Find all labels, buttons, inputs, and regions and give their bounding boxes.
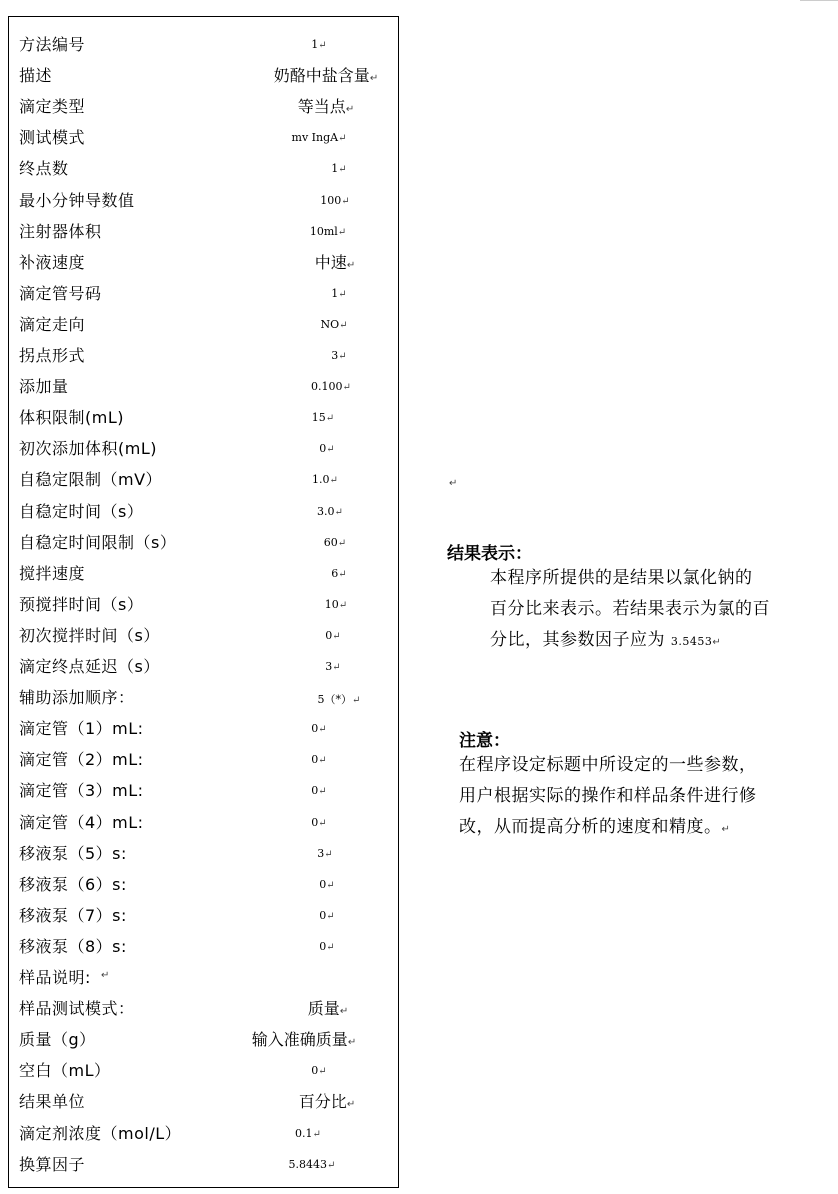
paragraph-mark: ↵ <box>327 1159 336 1171</box>
parameter-value <box>312 411 334 424</box>
parameter-row <box>9 370 398 401</box>
parameter-value-text: 等当点 <box>297 97 346 117</box>
paragraph-mark: ↵ <box>318 1066 327 1078</box>
method-parameter-table <box>8 16 399 1188</box>
paragraph-mark: ↵ <box>318 724 327 736</box>
parameter-row <box>9 930 398 961</box>
parameter-row <box>9 526 398 557</box>
parameter-value <box>319 878 334 891</box>
parameter-value-text: 0 <box>311 753 319 767</box>
parameter-value-text: 100 <box>320 193 342 207</box>
parameter-row <box>9 432 398 463</box>
parameter-value-text: 0 <box>311 784 319 798</box>
parameter-row <box>9 961 398 992</box>
parameter-value <box>311 753 326 766</box>
parameter-value <box>311 784 326 797</box>
parameter-label: 方法编号 <box>19 35 86 54</box>
parameter-value <box>312 473 338 486</box>
parameter-label: 自稳定限制（mV） <box>19 470 163 490</box>
parameter-label: 辅助添加顺序： <box>19 688 135 708</box>
result-heading: 结果表示： <box>447 544 532 564</box>
paragraph-mark: ↵ <box>318 817 327 829</box>
parameter-label: 搅拌速度 <box>19 563 86 583</box>
parameter-value-text: 奶酪中盐含量 <box>273 66 370 86</box>
paragraph-mark: ↵ <box>338 288 347 300</box>
parameter-row <box>9 308 398 339</box>
parameter-value <box>299 1089 355 1112</box>
parameter-value <box>325 660 340 673</box>
parameter-label: 移液泵（6）s: <box>19 874 127 894</box>
parameter-value <box>324 536 346 549</box>
paragraph-mark: ↵ <box>339 319 348 331</box>
parameter-value-text: 0 <box>319 442 327 456</box>
parameter-row <box>9 90 398 121</box>
parameter-label: 自稳定时间（s） <box>19 501 144 521</box>
parameter-label: 滴定剂浓度（mol/L） <box>19 1123 182 1143</box>
parameter-label: 添加量 <box>19 377 69 397</box>
parameter-value <box>317 505 343 518</box>
parameter-row <box>9 899 398 930</box>
parameter-label: 拐点形式 <box>19 346 86 365</box>
parameter-label: 注射器体积 <box>19 221 102 241</box>
parameter-value <box>311 380 351 393</box>
paragraph-mark: ↵ <box>337 537 347 549</box>
parameter-label: 结果单位 <box>19 1092 86 1112</box>
paragraph-mark: ↵ <box>338 351 347 362</box>
parameter-label: 测试模式 <box>19 128 86 148</box>
parameter-value-text: 质量 <box>307 999 340 1019</box>
parameter-row <box>9 557 398 588</box>
parameter-value <box>318 691 361 707</box>
paragraph-mark: ↵ <box>352 695 361 707</box>
parameter-label: 滴定管号码 <box>19 283 102 303</box>
parameter-row <box>9 152 398 183</box>
note-line-3 <box>459 812 730 845</box>
parameter-value <box>325 598 347 611</box>
parameter-row <box>9 1117 398 1148</box>
result-line-2: 百分比来表示。若结果表示为氯的百 <box>490 599 770 619</box>
paragraph-mark: ↵ <box>346 1099 356 1111</box>
parameter-value-text: 输入准确质量 <box>251 1030 348 1050</box>
parameter-value <box>331 567 346 580</box>
parameter-label: 最小分钟导数值 <box>19 190 135 210</box>
parameter-row <box>9 121 398 152</box>
parameter-value-text: 10ml <box>309 224 338 238</box>
corner-rule <box>800 0 838 1</box>
parameter-row <box>9 588 398 619</box>
parameter-label: 滴定终点延迟（s） <box>19 657 160 676</box>
paragraph-mark: ↵ <box>339 1006 349 1018</box>
parameter-value-text: 0 <box>311 815 319 829</box>
parameter-label: 初次搅拌时间（s） <box>19 625 160 645</box>
result-line-3-text: 分比，其参数因子应为 <box>490 630 671 650</box>
parameter-label: 滴定管（2）mL: <box>19 750 144 770</box>
parameter-value <box>310 225 346 238</box>
parameter-row <box>9 619 398 650</box>
parameter-label: 自稳定时间限制（s） <box>19 532 177 552</box>
parameter-row <box>9 215 398 246</box>
parameter-value-text: 0 <box>311 1064 319 1078</box>
parameter-row <box>9 339 398 370</box>
paragraph-mark: ↵ <box>312 1128 321 1140</box>
parameter-value-text: mv IngA <box>291 131 339 145</box>
parameter-value-text: 6 <box>331 566 339 580</box>
parameter-label: 滴定管（1）mL: <box>19 719 144 739</box>
chlorine-factor-value: 3.5453 <box>670 635 713 648</box>
parameter-label: 移液泵（8）s: <box>19 936 127 956</box>
parameter-row <box>9 992 398 1023</box>
parameter-row <box>9 59 398 90</box>
paragraph-mark: ↵ <box>338 568 347 580</box>
parameter-row <box>9 1023 398 1054</box>
paragraph-mark: ↵ <box>337 226 347 238</box>
paragraph-mark: ↵ <box>326 941 335 953</box>
parameter-label: 质量（g） <box>19 1030 96 1050</box>
parameter-label: 预搅拌时间（s） <box>19 594 144 614</box>
parameter-label: 体积限制(mL) <box>19 408 124 428</box>
parameter-value-text: 中速 <box>314 252 347 272</box>
parameter-label: 样品说明: <box>19 968 91 987</box>
parameter-value <box>274 63 378 86</box>
paragraph-mark: ↵ <box>326 879 335 891</box>
parameter-value-text: 0.100 <box>311 380 343 394</box>
paragraph-mark: ↵ <box>338 133 347 145</box>
parameter-row <box>9 463 398 494</box>
parameter-row <box>9 774 398 805</box>
parameter-row <box>9 650 398 681</box>
parameter-value <box>252 1027 356 1050</box>
parameter-value <box>311 816 326 829</box>
parameter-value <box>289 1158 336 1171</box>
parameter-value-text: 10 <box>324 597 339 611</box>
parameter-value <box>298 94 354 117</box>
parameter-row <box>9 1148 398 1179</box>
parameter-value <box>292 131 347 144</box>
parameter-value <box>319 442 334 455</box>
parameter-row <box>9 712 398 743</box>
result-line-1: 本程序所提供的是结果以氯化钠的 <box>490 568 753 588</box>
parameter-row <box>9 806 398 837</box>
parameter-value <box>319 940 334 953</box>
paragraph-mark: ↵ <box>318 786 327 798</box>
parameter-label: 样品测试模式： <box>19 999 135 1019</box>
parameter-value <box>320 318 347 331</box>
paragraph-mark: ↵ <box>347 1037 357 1049</box>
parameter-value-text: 百分比 <box>298 1092 347 1112</box>
paragraph-mark: ↵ <box>332 662 341 673</box>
parameter-value <box>331 349 346 362</box>
paragraph-mark: ↵ <box>342 382 351 394</box>
paragraph-mark: ↵ <box>712 637 722 648</box>
parameter-value <box>319 909 334 922</box>
paragraph-mark: ↵ <box>341 195 350 207</box>
parameter-value <box>308 996 348 1019</box>
parameter-value-text: 15 <box>311 411 326 425</box>
paragraph-mark: ↵ <box>338 164 347 176</box>
paragraph-mark: ↵ <box>334 506 343 518</box>
parameter-value <box>311 722 326 735</box>
note-heading: 注意： <box>459 731 510 751</box>
paragraph-mark: ↵ <box>346 259 356 271</box>
parameter-label: 滴定管（4）mL: <box>19 812 144 832</box>
paragraph-mark: ↵ <box>325 413 335 425</box>
paragraph-mark: ↵ <box>101 970 110 981</box>
parameter-value <box>311 38 326 51</box>
parameter-value-text: 1 <box>331 286 339 300</box>
parameter-label: 补液速度 <box>19 252 86 272</box>
parameter-value-text: 1 <box>331 162 339 176</box>
parameter-value-text: 5.8443 <box>288 1157 328 1171</box>
parameter-value <box>315 250 355 273</box>
paragraph-mark: ↵ <box>329 475 338 487</box>
parameter-row <box>9 1054 398 1085</box>
parameter-label: 换算因子 <box>19 1154 86 1174</box>
parameter-value-text: 1 <box>311 38 319 51</box>
parameter-row <box>9 495 398 526</box>
paragraph-mark: ↵ <box>338 599 348 611</box>
parameter-value <box>325 629 340 642</box>
parameter-value-text: 3.0 <box>317 504 335 518</box>
paragraph-mark: ↵ <box>332 630 341 642</box>
parameter-value-text: 3 <box>325 660 333 673</box>
parameter-value-text: 3 <box>331 349 339 362</box>
parameter-value <box>295 1127 321 1140</box>
parameter-row <box>9 246 398 277</box>
parameter-label: 空白（mL） <box>19 1061 111 1081</box>
parameter-value-text: 1.0 <box>312 473 330 487</box>
paragraph-mark: ↵ <box>721 824 731 835</box>
parameter-value <box>320 194 349 207</box>
parameter-value-text: 0 <box>319 877 327 891</box>
parameter-value <box>331 162 346 175</box>
paragraph-mark: ↵ <box>326 910 335 922</box>
parameter-value <box>317 847 332 860</box>
paragraph-mark: ↵ <box>324 848 333 860</box>
parameter-value-text: 0 <box>325 628 333 642</box>
parameter-row <box>9 681 398 712</box>
parameter-value-text: 0.1 <box>295 1126 313 1140</box>
parameter-row <box>9 401 398 432</box>
parameter-value-text: 3 <box>317 846 325 860</box>
parameter-value <box>331 287 346 300</box>
parameter-row <box>9 743 398 774</box>
parameter-value-text: 60 <box>323 535 338 549</box>
paragraph-mark: ↵ <box>345 104 355 116</box>
paragraph-mark: ↵ <box>318 40 327 51</box>
parameter-label: 移液泵（5）s: <box>19 843 127 863</box>
result-line-3 <box>490 625 721 658</box>
paragraph-mark: ↵ <box>369 73 379 85</box>
parameter-label: 滴定走向 <box>19 314 86 334</box>
parameter-value-text: 0 <box>311 722 319 736</box>
parameter-label: 描述 <box>19 66 53 86</box>
parameter-row <box>9 184 398 215</box>
paragraph-mark: ↵ <box>326 444 335 456</box>
parameter-label: 滴定管（3）mL: <box>19 781 144 801</box>
parameter-value-text: NO <box>320 317 340 331</box>
parameter-row <box>9 28 398 59</box>
parameter-label: 终点数 <box>19 159 69 179</box>
parameter-row <box>9 868 398 899</box>
parameter-label: 滴定类型 <box>19 97 86 117</box>
paragraph-mark: ↵ <box>449 478 458 489</box>
note-line-2: 用户根据实际的操作和样品条件进行修 <box>459 786 757 806</box>
parameter-value <box>311 1064 326 1077</box>
parameter-row <box>9 277 398 308</box>
parameter-value-text: 0 <box>319 908 327 922</box>
note-line-1: 在程序设定标题中所设定的一些参数， <box>459 755 757 775</box>
parameter-label: 初次添加体积(mL) <box>19 439 157 459</box>
parameter-row <box>9 1085 398 1116</box>
parameter-label: 移液泵（7）s: <box>19 905 127 925</box>
parameter-row <box>9 837 398 868</box>
parameter-value-text: 5（*） <box>317 693 353 707</box>
paragraph-mark: ↵ <box>318 755 327 767</box>
note-line-3-text: 改，从而提高分析的速度和精度。 <box>459 817 722 837</box>
parameter-value-text: 0 <box>319 939 327 953</box>
